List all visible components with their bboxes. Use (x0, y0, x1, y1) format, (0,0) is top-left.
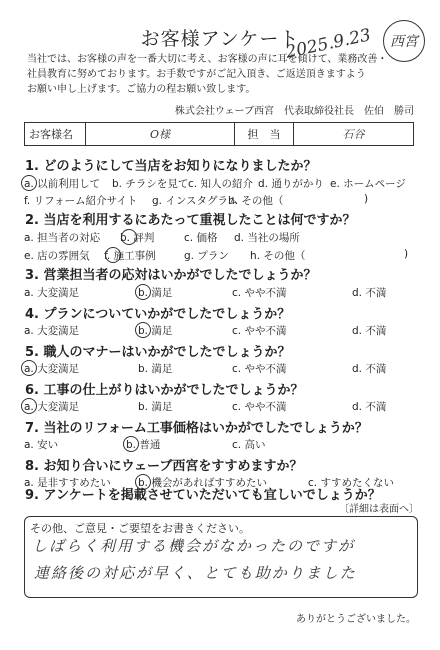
staff-label: 担 当 (235, 123, 294, 146)
q1-option-b[interactable]: b. チラシを見て (112, 178, 189, 190)
q4-option-a[interactable]: a. 大変満足 (24, 325, 80, 337)
q8-option-c[interactable]: c. すすめたくない (308, 477, 395, 489)
question-5: 5. 職人のマナーはいかがでしたでしょうか？ (25, 345, 291, 360)
company-signature: 株式会社ウェーブ西宮 代表取締役社長 佐伯 勝司 (174, 106, 414, 117)
q2-paren-close: ) (404, 248, 409, 260)
q1-option-e[interactable]: e. ホームページ (330, 178, 406, 190)
q2-option-h[interactable]: h. その他（ (250, 250, 306, 262)
question-6: 6. 工事の仕上がりはいかがでしたでしょうか？ (25, 383, 304, 398)
q6-option-d[interactable]: d. 不満 (352, 401, 387, 413)
selection-circle (21, 175, 37, 191)
q8-option-a[interactable]: a. 是非すすめたい (24, 477, 111, 489)
selection-circle (123, 436, 139, 452)
q2-option-e[interactable]: e. 店の雰囲気 (24, 250, 90, 262)
q1-option-f[interactable]: f. リフォーム紹介サイト (24, 195, 138, 207)
intro-line: お願い申し上げます。ご協力の程お願い致します。 (27, 84, 256, 95)
staff-name-field[interactable]: 石谷 (294, 123, 414, 146)
intro-line: 当社では、お客様の声を一番大切に考え、お客様の声に耳を傾けて、業務改善・ (27, 54, 388, 65)
selection-circle (21, 398, 37, 414)
q1-option-g[interactable]: g. インスタグラム (152, 195, 239, 207)
customer-name-field[interactable]: O様 (86, 123, 235, 146)
q1-option-d[interactable]: d. 通りがかり (258, 178, 324, 190)
question-7: 7. 当社のリフォーム工事価格はいかがでしたでしょうか？ (25, 421, 368, 436)
q4-option-b[interactable]: b. 満足 (138, 325, 173, 337)
question-1: 1. どのようにして当店をお知りになりましたか？ (25, 159, 317, 174)
selection-circle (121, 229, 137, 245)
question-3: 3. 営業担当者の応対はいかがでしたでしょうか？ (25, 268, 317, 283)
q3-option-a[interactable]: a. 大変満足 (24, 287, 80, 299)
q4-option-c[interactable]: c. やや不満 (232, 325, 287, 337)
q3-option-c[interactable]: c. やや不満 (232, 287, 287, 299)
selection-circle (21, 360, 37, 376)
q2-option-f[interactable]: f. 施工事例 (104, 250, 156, 262)
q7-option-c[interactable]: c. 高い (232, 439, 266, 451)
q5-option-a[interactable]: a. 大変満足 (24, 363, 80, 375)
q2-option-d[interactable]: d. 当社の場所 (234, 232, 300, 244)
q6-option-a[interactable]: a. 大変満足 (24, 401, 80, 413)
intro-text (27, 52, 427, 97)
q3-option-b[interactable]: b. 満足 (138, 287, 173, 299)
comment-heading: その他、ご意見・ご要望をお書きください。 (30, 522, 250, 535)
q5-option-c[interactable]: c. やや不満 (232, 363, 287, 375)
q2-option-b[interactable]: b. 評判 (120, 232, 155, 244)
q5-option-b[interactable]: b. 満足 (138, 363, 173, 375)
customer-info-table (24, 122, 414, 146)
q2-option-c[interactable]: c. 価格 (184, 232, 218, 244)
q1-paren-close: ) (364, 193, 369, 205)
q4-option-d[interactable]: d. 不満 (352, 325, 387, 337)
survey-title: お客様アンケート (140, 28, 300, 50)
q1-option-c[interactable]: c. 知人の紹介 (188, 178, 253, 190)
q1-option-a[interactable]: a. 以前利用して (24, 178, 101, 190)
q1-option-h[interactable]: h. その他（ (228, 195, 284, 207)
question-2: 2. 当店を利用するにあたって重視したことは何ですか？ (25, 213, 356, 228)
q6-option-b[interactable]: b. 満足 (138, 401, 173, 413)
name-label: お客様名 (25, 123, 86, 146)
thanks-text: ありがとうございました。 (296, 614, 416, 625)
comment-line-2: 連絡後の対応が早く、とても助かりました (34, 564, 357, 582)
selection-circle (105, 247, 121, 263)
question-4: 4. プランについていかがでしたでしょうか？ (25, 307, 291, 322)
handwritten-date: 2025.9.23 (283, 25, 373, 63)
q8-option-b[interactable]: b. 機会があればすすめたい (138, 477, 267, 489)
q6-option-c[interactable]: c. やや不満 (232, 401, 287, 413)
comment-line-1: しばらく利用する機会がなかったのですが (32, 537, 356, 555)
q3-option-d[interactable]: d. 不満 (352, 287, 387, 299)
q7-option-b[interactable]: b. 普通 (126, 439, 161, 451)
q7-option-a[interactable]: a. 安い (24, 439, 59, 451)
q2-option-g[interactable]: g. プラン (184, 250, 229, 262)
q5-option-d[interactable]: d. 不満 (352, 363, 387, 375)
selection-circle (135, 284, 151, 300)
details-note: 〔詳細は表面へ〕 (339, 504, 419, 515)
question-9: 9. アンケートを掲載させていただいても宜しいでしょうか？ (25, 488, 381, 503)
intro-line: 社員教育に努めております。お手数ですがご記入頂き、ご返送頂きますよう (27, 69, 366, 80)
q2-option-a[interactable]: a. 担当者の対応 (24, 232, 101, 244)
store-stamp: 西宮 (383, 20, 425, 62)
selection-circle (135, 322, 151, 338)
question-8: 8. お知り合いにウェーブ西宮をすすめますか？ (25, 459, 303, 474)
